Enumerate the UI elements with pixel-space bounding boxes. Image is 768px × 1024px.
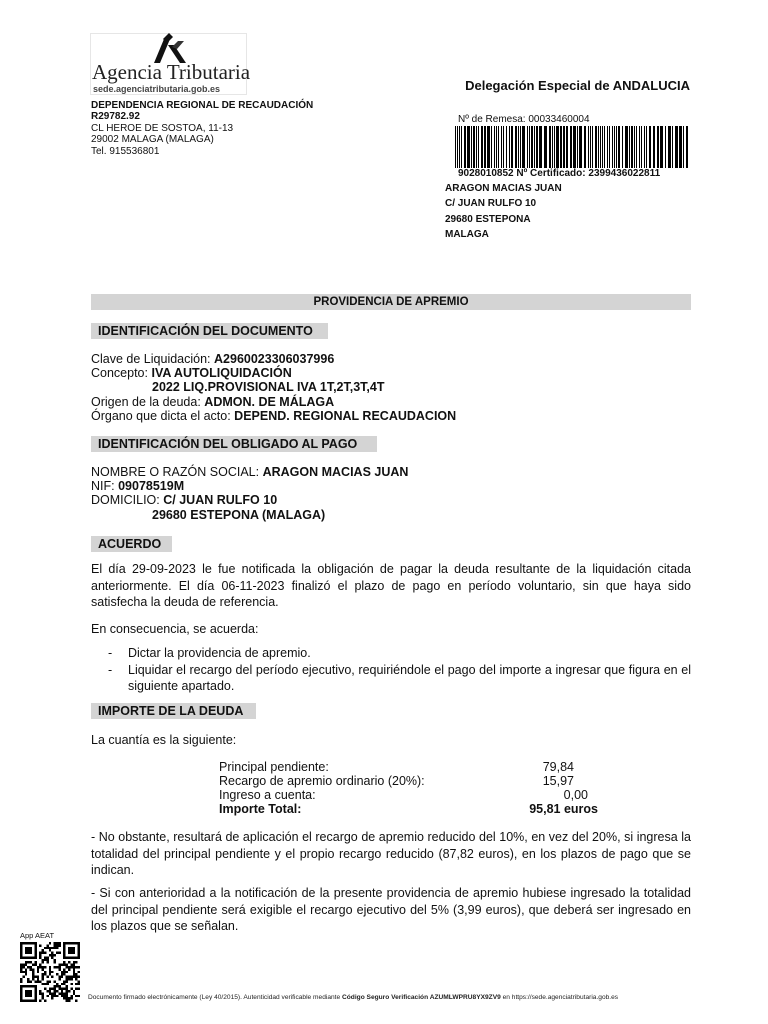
sender-dependency: DEPENDENCIA REGIONAL DE RECAUDACIÓN bbox=[91, 100, 314, 111]
list-dash: - bbox=[108, 662, 113, 677]
agency-name: Agencia Tributaria bbox=[92, 60, 251, 84]
total-value: 95,81 euros bbox=[529, 802, 598, 816]
nombre-value: ARAGON MACIAS JUAN bbox=[262, 465, 409, 479]
total-label: Importe Total: bbox=[219, 802, 302, 816]
nif-label: NIF: bbox=[91, 479, 115, 493]
list-item bbox=[108, 662, 691, 695]
sender-street: CL HEROE DE SOSTOA, 11-13 bbox=[91, 122, 234, 134]
ingreso-value bbox=[486, 788, 588, 803]
concepto-value: IVA AUTOLIQUIDACIÓN bbox=[151, 366, 292, 380]
sender-block bbox=[91, 100, 313, 157]
ingreso-label: Ingreso a cuenta: bbox=[219, 788, 316, 802]
section-obligado: IDENTIFICACIÓN DEL OBLIGADO AL PAGO bbox=[91, 436, 377, 452]
domicilio-city: 29680 ESTEPONA (MALAGA) bbox=[152, 508, 326, 522]
origen-line bbox=[91, 395, 334, 410]
cuantia-intro: La cuantía es la siguiente: bbox=[91, 733, 237, 747]
concepto-line bbox=[91, 366, 292, 381]
recipient-name: ARAGON MACIAS JUAN bbox=[445, 183, 562, 194]
list-dash: - bbox=[108, 646, 113, 660]
organo-line bbox=[91, 409, 456, 424]
section-importe: IMPORTE DE LA DEUDA bbox=[91, 703, 256, 719]
footer-verification bbox=[88, 994, 618, 1001]
organo-label: Órgano que dicta el acto: bbox=[91, 409, 231, 423]
acuerdo-paragraph: El día 29-09-2023 le fue notificada la obligación de pagar la deuda resultante de la liquidación citada anteriormente. El día 06-11-2023 finalizó el plazo de pago en período voluntario, sin que haya sido satisfecha la deuda de referencia. bbox=[91, 562, 691, 609]
footer-url: en https://sede.agenciatributaria.gob.es bbox=[500, 994, 619, 1001]
sender-phone: Tel. 915536801 bbox=[91, 145, 160, 157]
remesa-value: 00033460004 bbox=[528, 114, 590, 125]
agency-url: sede.agenciatributaria.gob.es bbox=[93, 84, 221, 94]
document-title: PROVIDENCIA DE APREMIO bbox=[91, 294, 691, 310]
nif-value: 09078519M bbox=[118, 479, 185, 493]
principal-value: 79,84 bbox=[542, 760, 574, 774]
clave-label: Clave de Liquidación: bbox=[91, 352, 211, 366]
domicilio-line bbox=[91, 493, 277, 508]
list-item-text: Liquidar el recargo del período ejecutivo, requiriéndole el pago del importe a ingresar que figura en el siguiente apartado. bbox=[128, 662, 691, 693]
nombre-label: NOMBRE O RAZÓN SOCIAL: bbox=[91, 465, 260, 479]
clave-value: A2960023306037996 bbox=[214, 352, 335, 366]
barcode-icon bbox=[455, 126, 690, 168]
recipient-block bbox=[445, 181, 562, 243]
footer-csv-code: Código Seguro Verificación AZUMLWPRU8YX9ZV9 bbox=[342, 994, 501, 1001]
section-doc-id: IDENTIFICACIÓN DEL DOCUMENTO bbox=[91, 323, 328, 339]
origen-label: Origen de la deuda: bbox=[91, 395, 201, 409]
concepto-label: Concepto: bbox=[91, 366, 148, 380]
remesa-label: Nº de Remesa: bbox=[458, 114, 526, 125]
domicilio-label: DOMICILIO: bbox=[91, 493, 160, 507]
clave-line bbox=[91, 352, 334, 367]
qr-code-icon[interactable] bbox=[20, 942, 80, 1002]
recargo-label: Recargo de apremio ordinario (20%): bbox=[219, 774, 425, 788]
sender-code: R29782.92 bbox=[91, 111, 140, 123]
concepto-detail: 2022 LIQ.PROVISIONAL IVA 1T,2T,3T,4T bbox=[152, 380, 385, 394]
remesa-line bbox=[458, 114, 590, 125]
recipient-city: 29680 ESTEPONA bbox=[445, 213, 531, 225]
consecuencia-text: En consecuencia, se acuerda: bbox=[91, 622, 259, 636]
nif-line bbox=[91, 479, 184, 494]
organo-value: DEPEND. REGIONAL RECAUDACION bbox=[234, 409, 457, 423]
ingreso-value-text: 0,00 bbox=[563, 788, 588, 802]
principal-label: Principal pendiente: bbox=[219, 760, 329, 774]
delegacion-title: Delegación Especial de ANDALUCIA bbox=[465, 78, 690, 93]
recipient-address: C/ JUAN RULFO 10 bbox=[445, 198, 537, 210]
sender-city: 29002 MALAGA (MALAGA) bbox=[91, 134, 214, 146]
nombre-line bbox=[91, 465, 408, 480]
list-item bbox=[108, 645, 691, 662]
recargo-value: 15,97 bbox=[542, 774, 574, 788]
reduced-surcharge-note: - No obstante, resultará de aplicación el recargo de apremio reducido del 10%, en vez del 20%, si ingresa la totalidad del principal pendiente y el propio recargo reducido (87,82 euros), en los plazos de pago que se indican. bbox=[91, 830, 691, 877]
executive-surcharge-note: - Si con anterioridad a la notificación de la presente providencia de apremio hubiese ingresado la totalidad del principal pendiente será exigible el recargo ejecutivo del 5% (3,99 euros), que deberá ser ingresado en los plazos que se señalan. bbox=[91, 886, 691, 933]
recipient-province: MALAGA bbox=[445, 229, 489, 241]
certificate-line: 9028010852 Nº Certificado: 2399436022811 bbox=[458, 168, 661, 179]
app-label: App AEAT bbox=[20, 931, 55, 940]
section-acuerdo: ACUERDO bbox=[91, 536, 172, 552]
domicilio-value: C/ JUAN RULFO 10 bbox=[163, 493, 278, 507]
origen-value: ADMON. DE MÁLAGA bbox=[204, 395, 335, 409]
footer-text: Documento firmado electrónicamente (Ley 40/2015). Autenticidad verificable mediante bbox=[88, 994, 343, 1001]
list-item-text: Dictar la providencia de apremio. bbox=[128, 646, 311, 660]
acuerdo-list bbox=[108, 645, 691, 695]
